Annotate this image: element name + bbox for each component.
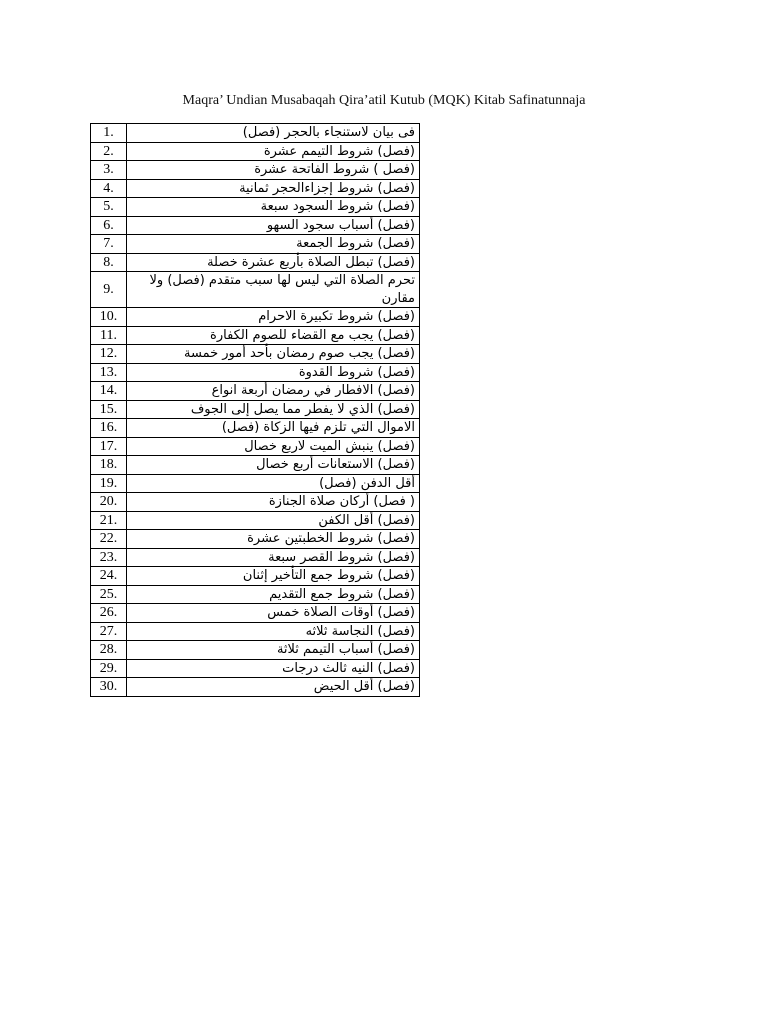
row-topic: (فصل) النجاسة ثلاثه (127, 622, 420, 641)
row-number: 30. (91, 678, 127, 697)
row-topic: (فصل) أسباب سجود السهو (127, 216, 420, 235)
table-row (91, 216, 420, 235)
table-row (91, 474, 420, 493)
row-number: 2. (91, 142, 127, 161)
row-number: 7. (91, 235, 127, 254)
row-number: 10. (91, 308, 127, 327)
row-number: 13. (91, 363, 127, 382)
table-row (91, 567, 420, 586)
row-number: 23. (91, 548, 127, 567)
row-topic: (فصل) أسباب التيمم ثلاثة (127, 641, 420, 660)
row-number: 1. (91, 124, 127, 143)
row-number: 22. (91, 530, 127, 549)
row-number: 3. (91, 161, 127, 180)
table-row (91, 308, 420, 327)
table-row (91, 382, 420, 401)
row-topic: (فصل) أقل الحيض (127, 678, 420, 697)
row-topic: (فصل ) شروط الفاتحة عشرة (127, 161, 420, 180)
topics-table (90, 123, 420, 697)
row-number: 18. (91, 456, 127, 475)
table-row (91, 272, 420, 308)
row-number: 25. (91, 585, 127, 604)
row-topic: (فصل) ينبش الميت لاربع خصال (127, 437, 420, 456)
row-number: 9. (91, 272, 127, 308)
row-topic: (فصل) تبطل الصلاة بأربع عشرة خصلة (127, 253, 420, 272)
row-topic: (فصل) شروط الخطبتين عشرة (127, 530, 420, 549)
table-row (91, 345, 420, 364)
table-row (91, 124, 420, 143)
table-row (91, 326, 420, 345)
row-number: 14. (91, 382, 127, 401)
table-row (91, 641, 420, 660)
table-row (91, 604, 420, 623)
row-topic: ( فصل) أركان صلاة الجنازة (127, 493, 420, 512)
table-row (91, 678, 420, 697)
row-topic: (فصل) شروط إجزاءالحجر ثمانية (127, 179, 420, 198)
document-title: Maqra’ Undian Musabaqah Qira’atil Kutub (MQK) Kitab Safinatunnaja (182, 93, 586, 108)
table-row (91, 419, 420, 438)
table-row (91, 548, 420, 567)
row-topic: (فصل) الاستعانات أربع خصال (127, 456, 420, 475)
table-row (91, 161, 420, 180)
row-topic: (فصل) شروط القدوة (127, 363, 420, 382)
row-topic: تحرم الصلاة التي ليس لها سبب متقدم (فصل) ولا مقارن (127, 272, 420, 308)
row-topic: (فصل) أوقات الصلاة خمس (127, 604, 420, 623)
table-row (91, 622, 420, 641)
row-topic: (فصل) الافطار في رمضان أربعة انواع (127, 382, 420, 401)
table-row (91, 659, 420, 678)
row-number: 16. (91, 419, 127, 438)
table-row (91, 253, 420, 272)
row-number: 20. (91, 493, 127, 512)
table-row (91, 530, 420, 549)
row-number: 15. (91, 400, 127, 419)
table-row (91, 142, 420, 161)
row-number: 19. (91, 474, 127, 493)
row-number: 27. (91, 622, 127, 641)
table-row (91, 400, 420, 419)
row-number: 5. (91, 198, 127, 217)
row-topic: (فصل) شروط جمع التأخير إثنان (127, 567, 420, 586)
row-topic: (فصل) شروط الجمعة (127, 235, 420, 254)
row-topic: فى بيان لاستنجاء بالحجر (فصل) (127, 124, 420, 143)
table-row (91, 179, 420, 198)
topics-table-body (91, 124, 420, 697)
row-number: 12. (91, 345, 127, 364)
row-topic: (فصل) شروط تكبيرة الاحرام (127, 308, 420, 327)
table-row (91, 198, 420, 217)
row-topic: (فصل) الذي لا يفطر مما يصل إلى الجوف (127, 400, 420, 419)
row-number: 6. (91, 216, 127, 235)
row-topic: (فصل) شروط التيمم عشرة (127, 142, 420, 161)
row-number: 26. (91, 604, 127, 623)
row-number: 28. (91, 641, 127, 660)
row-topic: (فصل) يجب مع القضاء للصوم الكفارة (127, 326, 420, 345)
row-topic: الاموال التي تلزم فيها الزكاة (فصل) (127, 419, 420, 438)
row-number: 29. (91, 659, 127, 678)
row-topic: (فصل) أقل الكفن (127, 511, 420, 530)
row-number: 17. (91, 437, 127, 456)
row-topic: (فصل) شروط القصر سبعة (127, 548, 420, 567)
table-row (91, 456, 420, 475)
table-row (91, 493, 420, 512)
table-row (91, 585, 420, 604)
row-topic: (فصل) شروط جمع التقديم (127, 585, 420, 604)
row-number: 21. (91, 511, 127, 530)
row-topic: (فصل) يجب صوم رمضان بأحد أمور خمسة (127, 345, 420, 364)
row-number: 24. (91, 567, 127, 586)
row-number: 8. (91, 253, 127, 272)
table-row (91, 437, 420, 456)
table-row (91, 363, 420, 382)
row-topic: (فصل) النيه ثالث درجات (127, 659, 420, 678)
row-number: 4. (91, 179, 127, 198)
row-topic: (فصل) شروط السجود سبعة (127, 198, 420, 217)
row-number: 11. (91, 326, 127, 345)
table-row (91, 235, 420, 254)
table-row (91, 511, 420, 530)
row-topic: أقل الدفن (فصل) (127, 474, 420, 493)
